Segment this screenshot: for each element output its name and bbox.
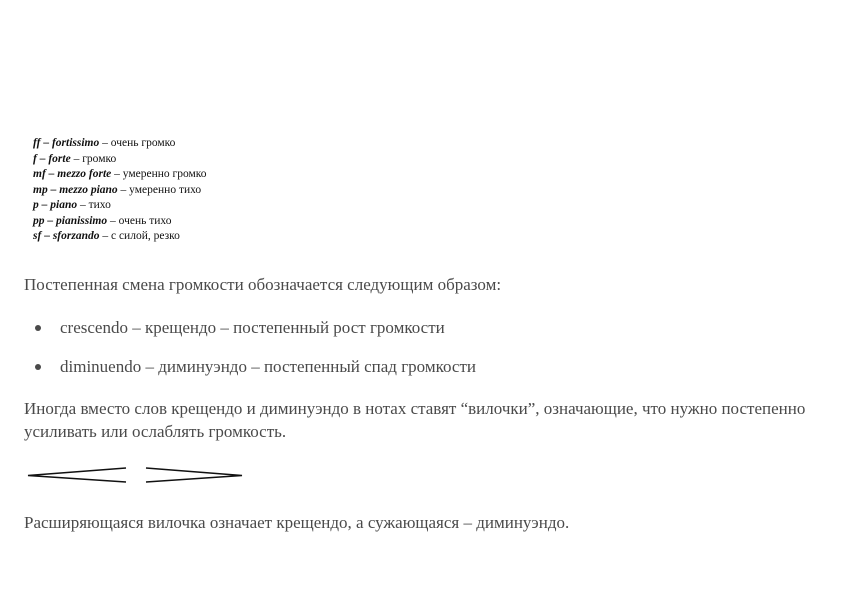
hairpins-figure — [26, 464, 246, 488]
dynamic-meaning: умеренно громко — [122, 168, 207, 180]
list-item-diminuendo — [33, 357, 476, 396]
diminuendo-hairpin-icon — [146, 468, 242, 482]
final-text: Расширяющаяся вилочка означает крещендо, а сужающаяся – диминуэндо. — [24, 513, 570, 532]
bullet-text: crescendo – крещендо – постепенный рост громкости — [60, 318, 445, 337]
bullet-icon — [35, 364, 41, 370]
dynamic-meaning: очень громко — [110, 137, 176, 149]
dynamic-term: fortissimo — [51, 137, 100, 149]
intro-text: Постепенная смена громкости обозначается следующим образом: — [24, 275, 502, 294]
dynamics-row-f: f – forte – громко — [33, 152, 117, 165]
dynamic-abbr: p — [33, 199, 39, 211]
dynamics-row-p: p – piano – тихо — [33, 199, 111, 211]
dynamic-meaning: очень тихо — [118, 214, 172, 227]
dynamic-term: mezzo piano — [59, 183, 118, 196]
dynamics-list — [33, 136, 207, 245]
dynamic-meaning: с силой, резко — [110, 230, 180, 242]
dynamics-row-ff: ff – fortissimo – очень громко — [33, 137, 176, 149]
dynamic-abbr: sf — [33, 230, 42, 242]
dynamics-row-mp: mp – mezzo piano – умеренно тихо — [33, 183, 202, 196]
dynamic-term: forte — [48, 152, 71, 165]
crescendo-hairpin-icon — [28, 468, 126, 482]
dynamic-abbr: ff — [33, 137, 41, 149]
dynamic-meaning: умеренно тихо — [129, 183, 202, 196]
dynamic-abbr: mf — [33, 168, 46, 180]
bullet-icon — [35, 325, 41, 331]
dynamics-row-sf: sf – sforzando – с силой, резко — [33, 230, 180, 242]
dynamic-abbr: f — [33, 152, 37, 165]
list-item-crescendo — [33, 318, 476, 357]
dynamic-meaning: тихо — [88, 199, 111, 211]
dynamic-term: pianissimo — [56, 214, 108, 227]
dynamics-row-mf: mf – mezzo forte – умеренно громко — [33, 168, 207, 180]
dynamics-row-pp: pp – pianissimo – очень тихо — [33, 214, 172, 227]
dynamic-meaning: громко — [82, 152, 117, 165]
dynamic-abbr: pp — [33, 214, 45, 227]
dynamic-term: sforzando — [52, 230, 100, 242]
bullet-text: diminuendo – диминуэндо – постепенный спад громкости — [60, 357, 476, 376]
dynamic-abbr: mp — [33, 183, 48, 196]
dynamic-term: mezzo forte — [57, 168, 112, 180]
bullet-list — [33, 318, 476, 396]
hairpin-paragraph: Иногда вместо слов крещендо и диминуэндо в нотах ставят “вилочки”, означающие, что нужно постепенно усиливать или ослаблять громкость. — [24, 399, 806, 441]
dynamic-term: piano — [50, 199, 78, 211]
